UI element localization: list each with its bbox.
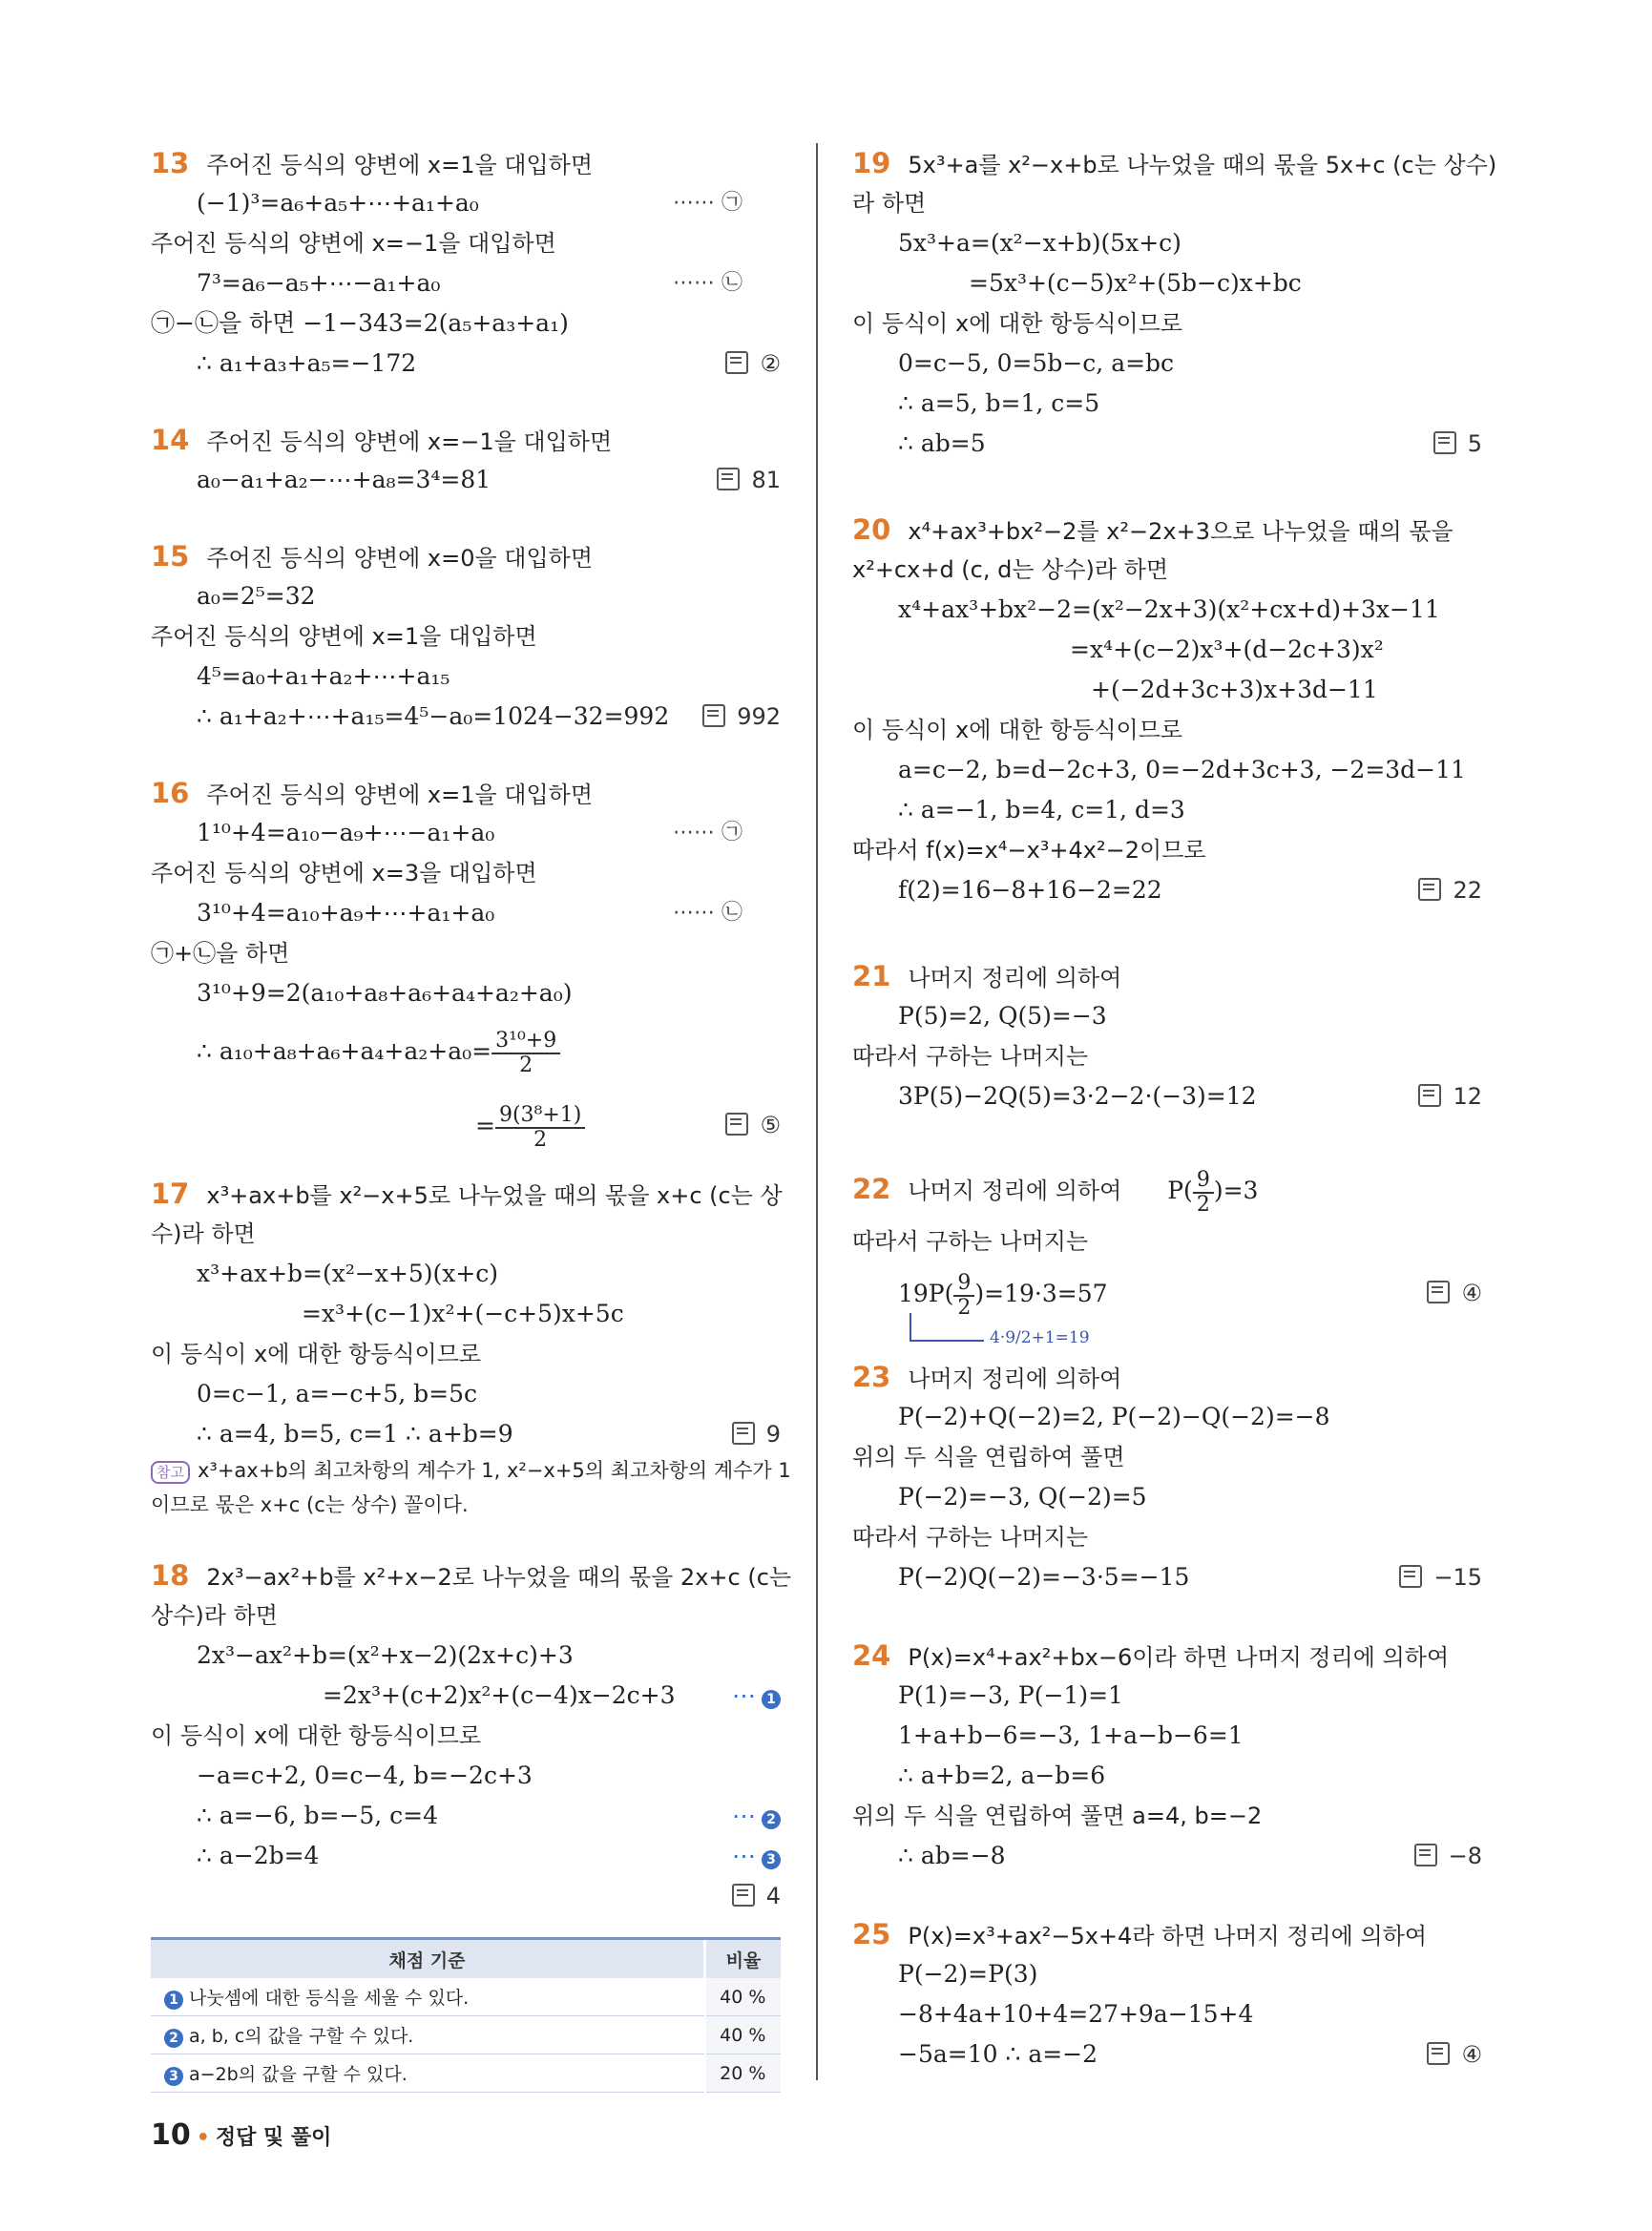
- step-3-icon: 3: [762, 1850, 781, 1869]
- answer-icon: [1418, 878, 1441, 901]
- column-divider: [816, 143, 818, 2080]
- solution-text: 따라서 f(x)=x⁴−x³+4x²−2이므로: [852, 837, 1206, 864]
- equation: =x⁴+(c−2)x³+(d−2c+3)x²: [1070, 636, 1384, 663]
- problem-number: 24: [852, 1639, 891, 1672]
- equation: a₀=2⁵=32: [197, 582, 316, 610]
- equation: ∴ ab=5: [898, 429, 986, 457]
- solution-text: 주어진 등식의 양변에 x=−1을 대입하면: [151, 230, 556, 257]
- fraction: $\frac{\text{9(3⁸+1)}}{2}$: [495, 1104, 585, 1152]
- equation-marker: ⋯⋯ ㉡: [673, 271, 742, 295]
- equation: P(−2)Q(−2)=−3·5=−15: [898, 1563, 1190, 1591]
- solution-text: x³+ax+b를 x²−x+5로 나누었을 때의 몫을 x+c (c는 상: [206, 1182, 783, 1209]
- step-marker: ⋯ 2: [732, 1796, 781, 1836]
- equation: 1+a+b−6=−3, 1+a−b−6=1: [898, 1721, 1244, 1749]
- footer-bullet: •: [196, 2126, 210, 2150]
- equation: 1¹⁰+4=a₁₀−a₉+⋯−a₁+a₀: [197, 819, 495, 846]
- answer: ②: [725, 344, 781, 384]
- rate-cell: 40 %: [705, 1978, 782, 2016]
- solution-text: 이 등식이 x에 대한 항등식이므로: [852, 310, 1183, 337]
- solution-text: 나머지 정리에 의하여: [908, 1366, 1122, 1392]
- problem-number: 21: [852, 960, 891, 992]
- step-2-icon: 2: [164, 2029, 183, 2048]
- equation: = $\frac{\text{9(3⁸+1)}}{2}$: [475, 1097, 585, 1155]
- fraction: $\frac{9}{2}$: [953, 1272, 974, 1320]
- table-row: 2 a, b, c의 값을 구할 수 있다. 40 %: [151, 2016, 781, 2054]
- equation: 19P( $\frac{9}{2}$ )=19·3=57: [898, 1270, 1108, 1320]
- answer-icon: [702, 704, 725, 727]
- answer: ⑤: [725, 1105, 781, 1145]
- equation: P(−2)+Q(−2)=2, P(−2)−Q(−2)=−8: [898, 1403, 1330, 1430]
- solution-text: 주어진 등식의 양변에 x=1을 대입하면: [206, 782, 594, 808]
- equation: (−1)³=a₆+a₅+⋯+a₁+a₀: [197, 189, 479, 217]
- problem-number: 14: [151, 424, 190, 456]
- solution-text: 수)라 하면: [151, 1220, 256, 1247]
- equation: 3¹⁰+4=a₁₀+a₉+⋯+a₁+a₀: [197, 899, 495, 927]
- step-1-icon: 1: [762, 1690, 781, 1709]
- equation: ∴ a−2b=4: [197, 1842, 320, 1869]
- solution-text: 위의 두 식을 연립하여 풀면: [852, 1444, 1125, 1470]
- page-footer: [151, 2118, 331, 2152]
- equation: ∴ a=5, b=1, c=5: [898, 389, 1100, 417]
- rate-cell: 20 %: [705, 2054, 782, 2093]
- equation: −8+4a+10+4=27+9a−15+4: [898, 2000, 1254, 2028]
- solution-text: 5x³+a를 x²−x+b로 나누었을 때의 몫을 5x+c (c는 상수): [908, 152, 1497, 178]
- equation: +(−2d+3c+3)x+3d−11: [1091, 676, 1378, 703]
- problem-number: 17: [151, 1178, 190, 1210]
- table-row: 3 a−2b의 값을 구할 수 있다. 20 %: [151, 2054, 781, 2093]
- answer: ④: [1427, 2034, 1482, 2075]
- equation: P( $\frac{9}{2}$ )=3: [1167, 1167, 1259, 1217]
- problem-number: 20: [852, 513, 891, 546]
- equation: a₀−a₁+a₂−⋯+a₈=3⁴=81: [197, 466, 491, 493]
- answer-icon: [1418, 1084, 1441, 1107]
- grading-criteria-table: [151, 1937, 781, 2093]
- solution-text: 이 등식이 x에 대한 항등식이므로: [852, 717, 1183, 743]
- note-tag: 참고: [151, 1461, 190, 1484]
- answer-icon: [1399, 1565, 1422, 1588]
- solution-text: 나머지 정리에 의하여: [908, 965, 1122, 991]
- equation: −a=c+2, 0=c−4, b=−2c+3: [197, 1762, 533, 1789]
- answer: 5: [1433, 424, 1482, 464]
- equation: 0=c−5, 0=5b−c, a=bc: [898, 349, 1175, 377]
- table-header: [151, 1939, 781, 1979]
- reference-note: 이므로 몫은 x+c (c는 상수) 꼴이다.: [151, 1493, 469, 1516]
- equation: x⁴+ax³+bx²−2=(x²−2x+3)(x²+cx+d)+3x−11: [898, 595, 1440, 623]
- equation: 3P(5)−2Q(5)=3·2−2·(−3)=12: [898, 1082, 1257, 1110]
- answer-icon: [725, 351, 748, 374]
- answer-icon: [1414, 1844, 1437, 1866]
- solution-text: 주어진 등식의 양변에 x=1을 대입하면: [206, 152, 594, 178]
- equation: ∴ a₁+a₃+a₅=−172: [197, 349, 417, 377]
- problem-number: 25: [852, 1918, 891, 1950]
- solution-text: 주어진 등식의 양변에 x=1을 대입하면: [151, 623, 537, 650]
- equation: =5x³+(c−5)x²+(5b−c)x+bc: [969, 269, 1302, 297]
- page-number: 10: [151, 2118, 191, 2152]
- answer-icon: [725, 1113, 748, 1136]
- answer-icon: [1433, 431, 1456, 454]
- equation: ∴ a=4, b=5, c=1 ∴ a+b=9: [197, 1420, 513, 1448]
- solution-text: 이 등식이 x에 대한 항등식이므로: [151, 1722, 482, 1749]
- step-marker: ⋯ 3: [732, 1836, 781, 1876]
- solution-text: 라 하면: [852, 190, 927, 217]
- solution-text: x²+cx+d (c, d는 상수)라 하면: [852, 556, 1169, 583]
- equation: 3¹⁰+9=2(a₁₀+a₈+a₆+a₄+a₂+a₀): [197, 979, 573, 1007]
- hint-bracket: [910, 1313, 911, 1340]
- equation: f(2)=16−8+16−2=22: [898, 876, 1162, 904]
- answer: −8: [1414, 1836, 1482, 1876]
- problem-number: 23: [852, 1361, 891, 1393]
- problem-number: 22: [852, 1173, 891, 1205]
- answer-icon: [732, 1422, 755, 1445]
- problem-number: 13: [151, 147, 190, 179]
- equation: 5x³+a=(x²−x+b)(5x+c): [898, 229, 1181, 257]
- solution-text: ㉠+㉡을 하면: [151, 940, 290, 967]
- footer-label: 정답 및 풀이: [215, 2126, 332, 2150]
- step-3-icon: 3: [164, 2067, 183, 2086]
- problem-number: 18: [151, 1559, 190, 1592]
- solution-text: 따라서 구하는 나머지는: [852, 1524, 1089, 1551]
- solution-text: 위의 두 식을 연립하여 풀면 a=4, b=−2: [852, 1803, 1263, 1829]
- solution-text: 이 등식이 x에 대한 항등식이므로: [151, 1341, 482, 1367]
- equation: ∴ a=−1, b=4, c=1, d=3: [898, 796, 1185, 824]
- answer: 4: [732, 1876, 781, 1916]
- table-row: 1 나눗셈에 대한 등식을 세울 수 있다. 40 %: [151, 1978, 781, 2016]
- answer-icon: [717, 468, 740, 490]
- equation: =2x³+(c+2)x²+(c−4)x−2c+3: [323, 1681, 676, 1709]
- equation: ㉠−㉡을 하면 −1−343=2(a₅+a₃+a₁): [151, 309, 569, 337]
- equation: P(−2)=P(3): [898, 1960, 1038, 1988]
- equation: ∴ a₁+a₂+⋯+a₁₅=4⁵−a₀=1024−32=992: [197, 702, 670, 730]
- criteria-header: 채점 기준: [151, 1939, 705, 1979]
- answer: 81: [717, 460, 781, 500]
- solution-text: 따라서 구하는 나머지는: [852, 1043, 1089, 1070]
- solution-text: 상수)라 하면: [151, 1602, 278, 1629]
- fraction: $\frac{9}{2}$: [1193, 1169, 1214, 1217]
- equation: a=c−2, b=d−2c+3, 0=−2d+3c+3, −2=3d−11: [898, 756, 1466, 783]
- rate-cell: 40 %: [705, 2016, 782, 2054]
- equation: 0=c−1, a=−c+5, b=5c: [197, 1380, 478, 1407]
- equation: ∴ a+b=2, a−b=6: [898, 1762, 1106, 1789]
- solution-text: 2x³−ax²+b를 x²+x−2로 나누었을 때의 몫을 2x+c (c는: [206, 1564, 792, 1591]
- answer-icon: [1427, 1281, 1450, 1303]
- answer: 12: [1418, 1076, 1482, 1116]
- step-marker: ⋯ 1: [732, 1676, 781, 1716]
- hint-bracket: [910, 1340, 984, 1342]
- answer-icon: [1427, 2042, 1450, 2065]
- fraction: $\frac{\text{3¹⁰+9}}{2}$: [491, 1030, 560, 1077]
- hint-text: 4·9/2+1=19: [990, 1328, 1090, 1347]
- answer: 9: [732, 1414, 781, 1454]
- equation: P(5)=2, Q(5)=−3: [898, 1002, 1107, 1030]
- equation: 4⁵=a₀+a₁+a₂+⋯+a₁₅: [197, 662, 450, 690]
- solution-text: P(x)=x³+ax²−5x+4라 하면 나머지 정리에 의하여: [908, 1923, 1428, 1950]
- answer: ④: [1427, 1273, 1482, 1313]
- reference-note: 참고 x³+ax+b의 최고차항의 계수가 1, x²−x+5의 최고차항의 계수가 1: [151, 1454, 791, 1487]
- solution-text: P(x)=x⁴+ax²+bx−6이라 하면 나머지 정리에 의하여: [908, 1644, 1450, 1671]
- solution-text: 따라서 구하는 나머지는: [852, 1228, 1089, 1255]
- equation-marker: ⋯⋯ ㉡: [673, 901, 742, 925]
- equation-marker: ⋯⋯ ㉠: [673, 821, 742, 844]
- step-2-icon: 2: [762, 1810, 781, 1829]
- rate-header: 비율: [705, 1939, 782, 1979]
- equation: 2x³−ax²+b=(x²+x−2)(2x+c)+3: [197, 1641, 574, 1669]
- problem-number: 16: [151, 777, 190, 809]
- equation: =x³+(c−1)x²+(−c+5)x+5c: [302, 1300, 624, 1327]
- equation-marker: ⋯⋯ ㉠: [673, 191, 742, 215]
- equation: ∴ a₁₀+a₈+a₆+a₄+a₂+a₀= $\frac{\text{3¹⁰+9}}{2}$: [197, 1023, 560, 1080]
- problem-number: 15: [151, 540, 190, 573]
- problem-number: 19: [852, 147, 891, 179]
- answer: −15: [1399, 1557, 1482, 1597]
- answer-icon: [732, 1884, 755, 1907]
- solution-text: 주어진 등식의 양변에 x=0을 대입하면: [206, 545, 594, 572]
- equation: −5a=10 ∴ a=−2: [898, 2040, 1098, 2068]
- solution-text: 주어진 등식의 양변에 x=3을 대입하면: [151, 860, 537, 886]
- equation: ∴ ab=−8: [898, 1842, 1006, 1869]
- equation: x³+ax+b=(x²−x+5)(x+c): [197, 1260, 499, 1287]
- answer: 992: [702, 697, 781, 737]
- equation: P(1)=−3, P(−1)=1: [898, 1681, 1123, 1709]
- equation: P(−2)=−3, Q(−2)=5: [898, 1483, 1147, 1511]
- solution-text: x⁴+ax³+bx²−2를 x²−2x+3으로 나누었을 때의 몫을: [908, 518, 1453, 545]
- solution-text: 주어진 등식의 양변에 x=−1을 대입하면: [206, 428, 613, 455]
- equation: 7³=a₆−a₅+⋯−a₁+a₀: [197, 269, 441, 297]
- equation: ∴ a=−6, b=−5, c=4: [197, 1802, 439, 1829]
- solution-text: 나머지 정리에 의하여: [908, 1178, 1122, 1204]
- step-1-icon: 1: [164, 1991, 183, 2010]
- answer: 22: [1418, 870, 1482, 910]
